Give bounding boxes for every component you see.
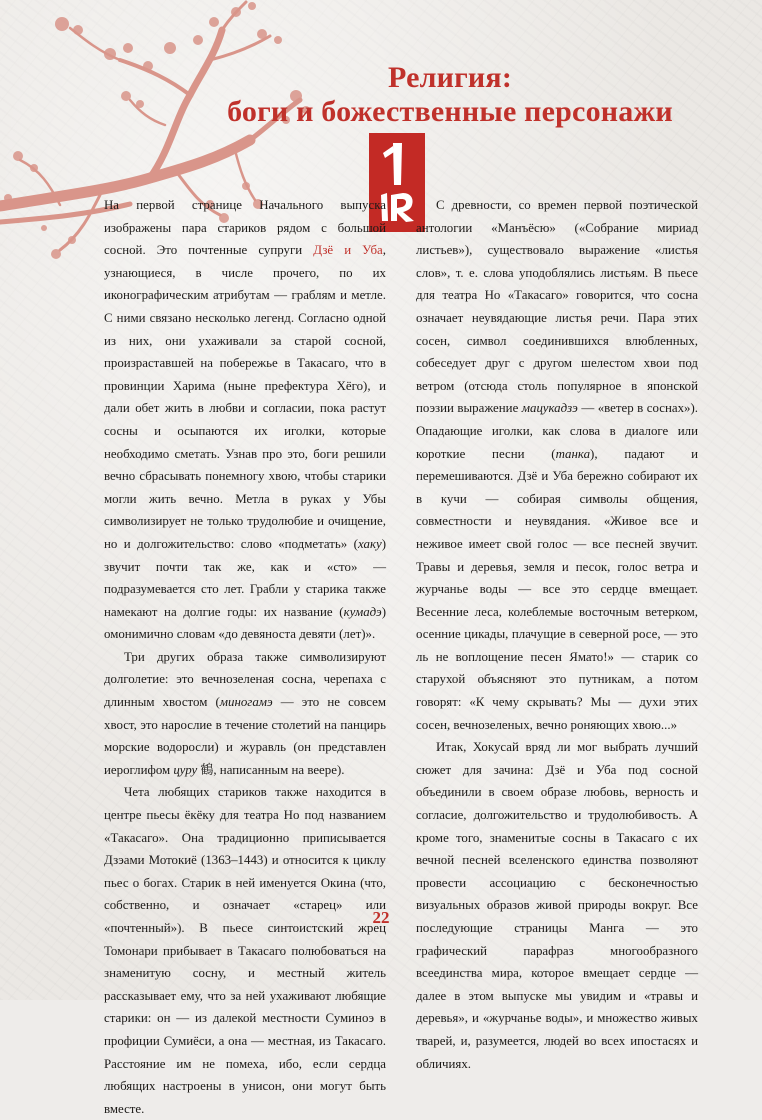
right-paragraph-2: Итак, Хокусай вряд ли мог выбрать лучший сюжет для зачина: Дзё и Уба под сосной объединили в своем образе любовь, верность и согласие, долгожительство и трудолюбивость. А кроме того, знаменитые сосны в Такасаго с их вечной песней вселенского единства позволяют провести ассоциацию с бесконечностью визуальных образов живой природы вокруг. Все последующие страницы Манга — это графический парафраз многообразного всеединства мира, которое вмещает сердце — далее в этом выпуске мы увидим и «травы и деревья», и «журчанье воды», и множество живых тварей, и, разумеется, людей во всех ипостасях и обличиях. <box>416 740 698 1071</box>
highlighted-names: Дзё и Уба <box>313 243 383 258</box>
left-paragraph-2: Три других образа также символизируют долголетие: это вечнозеленая сосна, черепаха с длинным хвостом (миногамэ — это не совсем хвост, это нарослие в течение столетий на панцирь морские водоросли) и журавль (он представлен иероглифом цуру 鶴, написанным на веере). <box>104 649 387 777</box>
chapter-title-line-2: боги и божественные персонажи <box>227 95 673 128</box>
chapter-title-line-1: Религия: <box>387 61 513 94</box>
left-paragraph-3: Чета любящих стариков также находится в центре пьесы ёкёку для театра Но под названием «Такасаго». Она традиционно приписывается Дзэами Мотокиё (1363–1443) и относится к циклу пьес о богах. Старик в ней именуется Окина (что, собственно, и означает «старец» или «почтенный»). В пьесе синтоистский жрец Томонари прибывает в Такасаго полюбоваться на знаменитую сосну, и местный житель рассказывает ему, что за ней ухаживают любящие старики: он — из далекой местности Суминоэ в профиции Сумиёси, а она — местная, из Такасаго. Расстояние им не помеха, ибо, если сердца любящих настроены в унисон, они могут быть вместе. <box>104 785 386 1116</box>
left-paragraph-1: На первой странице Начального выпуска изображены пара стариков рядом с большой сосной. Это почтенные супруги Дзё и Уба, узнающиеся, в числе прочего, по их иконографическим атрибутам — граблям и метле. С ними связано несколько легенд. Согласно одной из них, они ухаживали за старой сосной, произраставшей на побережье в Такасаго, что в провинции Харима (ныне префектура Хёго), и дали обет жить в любви и согласии, пока растут сосны и осыпаются их иголки, которые необходимо сметать. Узнав про это, боги решили вечно сбрасывать понемногу хвою, чтобы старики могли жить вечно. Метла в руках у Убы символизирует не только трудолюбие и очищение, но и долгожительство: слово «подметать» (хаку) звучит почти так же, как и «сто» — подразумевается сто лет. Грабли у старика также намекают на долгие годы: их название (кумадэ) омонимично словам «до девяноста девяти (лет)». <box>104 198 386 642</box>
left-text-column <box>104 194 386 1120</box>
page-number: 22 <box>372 908 390 927</box>
right-paragraph-1: С древности, со времен первой поэтической антологии «Манъёсю» («Собрание мириад листьев»), существовало выражение «листья слов», т. е. слова уподоблялись листьям. В пьесе для театра Но «Такасаго» говорится, что сосна означает неувядающие листья речи. Пара этих сосен, символ соединившихся влюбленных, собеседует друг с другом шелестом хвои под ветром (отсюда столь популярное в японской поэзии выражение мацукадзэ — «ветер в соснах»). Опадающие иголки, как слова в диалоге или короткие песни (танка), падают и перемешиваются. Дзё и Уба бережно собирают их в кучи — собирая символы общения, совместности и неувядания. «Живое все и неживое имеет свой голос — все песней звучит. Травы и деревья, земля и песок, голос ветра и журчанье воды — все это сердце вмещает. Весенние леса, колеблемые восточным ветерком, осенние цикады, плачущие в северной росе, — это ль не воплощение песен Ямато!» — старик со старухой объясняют это путникам, а потом говорят: «К чему скрывать? Мы — духи этих сосен, вечнозеленых, вечно роняющих хвою...» <box>416 198 698 732</box>
right-text-column <box>416 194 698 1075</box>
